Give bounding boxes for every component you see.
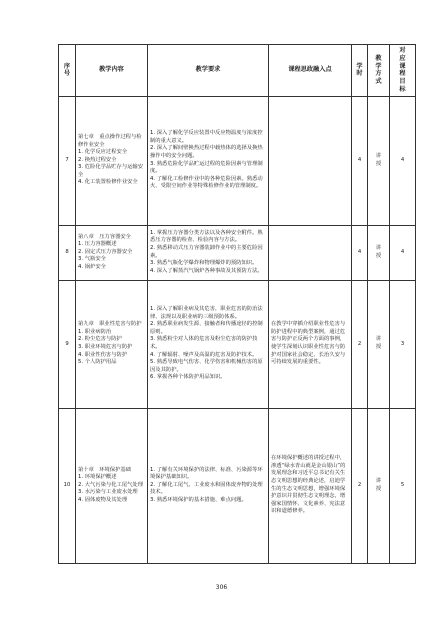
requirement-line: 6. 掌握各种个体防护用品知识。 bbox=[150, 374, 226, 381]
content-line: 2. 大气污染与化工尾气处理 bbox=[78, 481, 144, 488]
row-hours: 2 bbox=[357, 482, 362, 489]
header-hours bbox=[352, 45, 368, 97]
content-line: 第九章 职业性危害与防护 bbox=[78, 321, 142, 328]
requirement-line: 2. 深入了解间壁换热过程中载热体的选择及换热操作中的安全问题。 bbox=[150, 145, 263, 159]
table-row bbox=[59, 96, 416, 225]
content-line: 3. 职业环境危害与防护 bbox=[78, 344, 133, 350]
row-objective: 3 bbox=[400, 340, 405, 347]
header-content: 教学内容 bbox=[76, 45, 148, 97]
requirement-line: 1. 深入了解职业病及其危害，职业危害的防治法律、法规以及职业病的三级预防体系。 bbox=[150, 306, 263, 320]
requirement-line: 3. 熟悉粉尘对人体的危害及粉尘危害的防护技术。 bbox=[150, 336, 258, 350]
content-line: 第七章 重点操作过程与检修作业安全 bbox=[78, 134, 142, 148]
content-line: 1. 职业病防治 bbox=[78, 328, 112, 335]
content-line: 3. 气瓶安全 bbox=[78, 256, 106, 263]
content-line: 第八章 压力容器安全 bbox=[78, 233, 131, 240]
table-row bbox=[59, 408, 416, 563]
ideology-line: 在教学中穿插介绍职业性危害与防护进程中的典型案例，通过危害与防护正反两个方面的事例，使学生深刻认识职业性危害与防护对国家社会稳定、长治久安与可持续发展的重要性。 bbox=[271, 321, 346, 366]
header-method bbox=[368, 45, 390, 97]
requirement-line: 3. 熟悉环境保护的基本措施、难点问题。 bbox=[150, 496, 247, 503]
row-objective: 4 bbox=[400, 157, 405, 164]
row-ideology-cell bbox=[269, 280, 352, 408]
row-hours: 4 bbox=[357, 157, 362, 164]
row-seq: 10 bbox=[63, 482, 71, 489]
content-line: 5. 个人防护用品 bbox=[78, 359, 117, 366]
row-hours: 2 bbox=[357, 340, 362, 347]
content-line: 4. 固体废物及其处理 bbox=[78, 496, 128, 503]
syllabus-table bbox=[58, 44, 416, 564]
content-line: 1. 化学反应过程安全 bbox=[78, 149, 128, 156]
content-line: 4. 职业性伤害与防护 bbox=[78, 351, 128, 358]
content-line: 2. 固定式压力容器安全 bbox=[78, 248, 133, 255]
row-seq: 9 bbox=[65, 340, 69, 347]
row-requirements-cell bbox=[148, 96, 269, 225]
requirement-line: 5. 熟悉导致电气伤害、化学伤害和机械伤害的原因及其防护。 bbox=[150, 359, 263, 373]
row-seq-cell bbox=[59, 96, 76, 225]
requirement-line: 1. 掌握压力容器分类方法以及各种安全附件。熟悉压力容器的检查、检验内容与方法。 bbox=[150, 229, 263, 244]
header-seq-text: 序 号 bbox=[63, 62, 71, 78]
content-line: 3. 危险化学品贮存与运输安全 bbox=[78, 164, 144, 178]
table-body bbox=[59, 96, 416, 563]
row-method: 讲 授 bbox=[375, 244, 382, 259]
requirement-line: 3. 熟悉危险化学品贮运过程的危险因素与管理制度。 bbox=[150, 160, 263, 175]
row-requirements-cell bbox=[148, 225, 269, 280]
requirement-line: 1. 了解有关环境保护的法律、标准、污染源等环境保护基础知识。 bbox=[150, 466, 263, 481]
row-ideology-cell bbox=[269, 225, 352, 280]
row-hours-cell bbox=[352, 280, 368, 408]
row-method: 讲 授 bbox=[375, 477, 382, 492]
content-line: 第十章 环境保护基础 bbox=[78, 466, 131, 473]
page-number: 306 bbox=[215, 584, 228, 591]
content-line: 3. 水污染与工业废水处理 bbox=[78, 489, 138, 496]
header-ideology: 课程思政融入点 bbox=[269, 45, 352, 97]
header-seq bbox=[59, 45, 76, 97]
requirement-line: 2. 熟悉职业病发生源、接触者和传播途径的控制原则。 bbox=[150, 321, 263, 335]
row-method-cell bbox=[368, 225, 390, 280]
row-ideology-cell bbox=[269, 408, 352, 563]
row-hours-cell bbox=[352, 96, 368, 225]
requirement-line: 3. 熟悉气瓶化学爆炸和物理爆炸的预防知识。 bbox=[150, 260, 258, 267]
table-row bbox=[59, 280, 416, 408]
requirement-line: 4. 深入了解蒸汽气锅炉各种事故及其预防方法。 bbox=[150, 267, 263, 274]
header-hours-text: 学 时 bbox=[356, 62, 363, 78]
header-requirements: 教学要求 bbox=[148, 45, 269, 97]
row-hours-cell bbox=[352, 408, 368, 563]
row-seq-cell bbox=[59, 280, 76, 408]
row-seq: 7 bbox=[65, 157, 69, 164]
row-objective: 4 bbox=[400, 249, 405, 256]
row-seq-cell bbox=[59, 225, 76, 280]
requirement-line: 4. 了解辐射、噪声及高温的危害及防护技术。 bbox=[150, 351, 258, 358]
header-objective-text: 对 应 课 程 目 标 bbox=[399, 47, 406, 93]
content-line: 2. 粉尘危害与防护 bbox=[78, 336, 122, 343]
content-line: 2. 换热过程安全 bbox=[78, 156, 117, 163]
table-row bbox=[59, 225, 416, 280]
row-objective: 5 bbox=[400, 482, 405, 489]
row-seq-cell bbox=[59, 408, 76, 563]
header-objective bbox=[390, 45, 416, 97]
requirement-line: 2. 了解化工尾气、工业废水和固体废弃物的处理技术。 bbox=[150, 481, 263, 496]
ideology-line: 在环境保护概述的讲授过程中，渗透“绿水青山就是金山银山”的发展理念和习近平总书记有关生态文明思想的经典论述，启迪学生的生态文明思想，增强环境保护意识并贯彻生态文明理念，增强家国情怀、文化素养、宪法意识和道德修养。 bbox=[271, 455, 346, 515]
row-seq: 8 bbox=[65, 249, 69, 256]
row-objective-cell bbox=[390, 408, 416, 563]
header-row bbox=[59, 45, 416, 97]
row-method: 讲 授 bbox=[375, 336, 382, 350]
row-content-cell bbox=[76, 96, 148, 225]
requirement-line: 1. 深入了解化学反应装置中反应物温度与浓度控制的重大意义。 bbox=[150, 130, 263, 144]
row-objective-cell bbox=[390, 280, 416, 408]
requirement-line: 2. 熟悉移动式压力容器装卸作业中的主要危险因素。 bbox=[150, 244, 263, 259]
content-line: 4. 锅炉安全 bbox=[78, 263, 106, 270]
row-content-cell bbox=[76, 225, 148, 280]
row-ideology-cell bbox=[269, 96, 352, 225]
row-hours: 4 bbox=[357, 249, 362, 256]
row-method-cell bbox=[368, 280, 390, 408]
row-content-cell bbox=[76, 280, 148, 408]
header-method-text: 教 学 方 式 bbox=[375, 54, 382, 85]
row-requirements-cell bbox=[148, 280, 269, 408]
row-objective-cell bbox=[390, 96, 416, 225]
row-objective-cell bbox=[390, 225, 416, 280]
content-line: 4. 化工装置检修作业安全 bbox=[78, 179, 138, 186]
content-line: 1. 压力容器概述 bbox=[78, 241, 117, 248]
row-hours-cell bbox=[352, 225, 368, 280]
row-content-cell bbox=[76, 408, 148, 563]
row-method-cell bbox=[368, 96, 390, 225]
row-method: 讲 授 bbox=[375, 152, 382, 167]
content-line: 1. 环境保护概述 bbox=[78, 474, 117, 481]
row-method-cell bbox=[368, 408, 390, 563]
row-requirements-cell bbox=[148, 408, 269, 563]
requirement-line: 4. 了解化工检修作业中的各种危险因素。熟悉动火、受限空间作业等特殊检修作业的管理制度。 bbox=[150, 175, 263, 190]
